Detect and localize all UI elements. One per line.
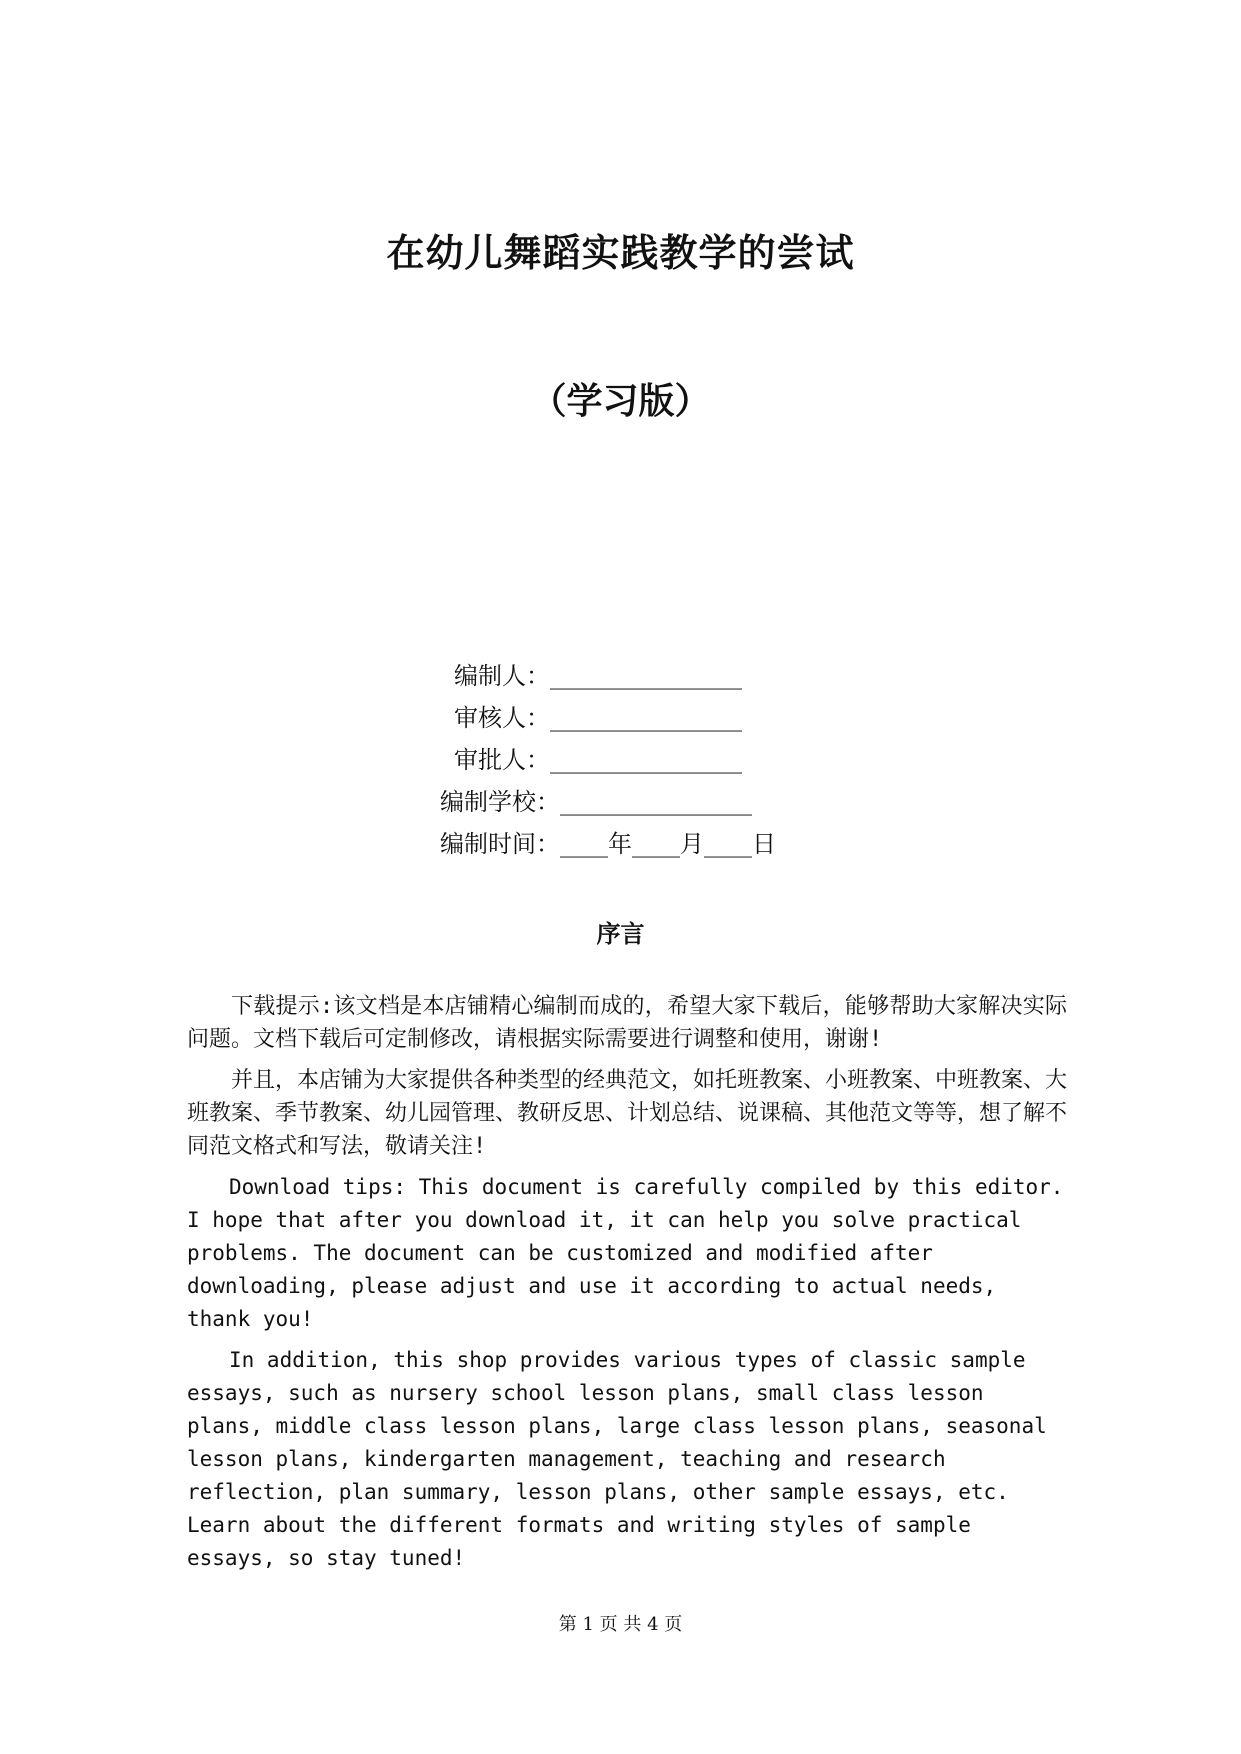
form-row-school	[440, 781, 860, 823]
form-blank-reviewer: ________________	[550, 704, 742, 732]
page-number-footer: 第 1 页 共 4 页	[558, 1614, 683, 1635]
document-subtitle: （学习版）	[530, 380, 711, 422]
document-title: 在幼儿舞蹈实践教学的尝试	[386, 230, 855, 275]
form-row-reviewer	[440, 697, 860, 739]
form-blank-compiler: ________________	[550, 662, 742, 690]
form-blank-date: ____年____月____日	[560, 830, 776, 858]
form-row-date	[440, 823, 860, 865]
preface-paragraph-2: 并且，本店铺为大家提供各种类型的经典范文，如托班教案、小班教案、中班教案、大班教案、季节教案、幼儿园管理、教研反思、计划总结、说课稿、其他范文等等，想了解不同范文格式和写法，敬请关注!	[187, 1068, 1068, 1159]
form-row-compiler	[440, 655, 860, 697]
preface-paragraph-3: Download tips: This document is carefully compiled by this editor. I hope that after you download it, it can help you solve practical problems. The document can be customized and modified after downloading, please adjust and use it according to actual needs, thank you!	[187, 1175, 1064, 1331]
form-blank-school: ________________	[560, 788, 752, 816]
form-label-school: 编制学校：	[440, 788, 560, 816]
preface-paragraph-1: 下载提示:该文档是本店铺精心编制而成的，希望大家下载后，能够帮助大家解决实际问题。文档下载后可定制修改，请根据实际需要进行调整和使用，谢谢!	[187, 994, 1067, 1052]
form-label-approver: 审批人：	[454, 746, 550, 774]
form-label-date: 编制时间：	[440, 830, 560, 858]
preface-paragraph-4: In addition, this shop provides various types of classic sample essays, such as nursery school lesson plans, small class lesson plans, middle class lesson plans, large class lesson plans, seasonal lesson plans, kindergarten management, teaching and research reflection, plan summary, lesson plans, other sample essays, etc. Learn about the different formats and writing styles of sample essays, so stay tuned!	[187, 1348, 1047, 1570]
preface-heading: 序言	[596, 920, 645, 948]
form-label-compiler: 编制人：	[454, 662, 550, 690]
approval-form	[440, 655, 860, 865]
form-blank-approver: ________________	[550, 746, 742, 774]
form-label-reviewer: 审核人：	[454, 704, 550, 732]
form-row-approver	[440, 739, 860, 781]
preface-body	[187, 990, 1067, 1583]
